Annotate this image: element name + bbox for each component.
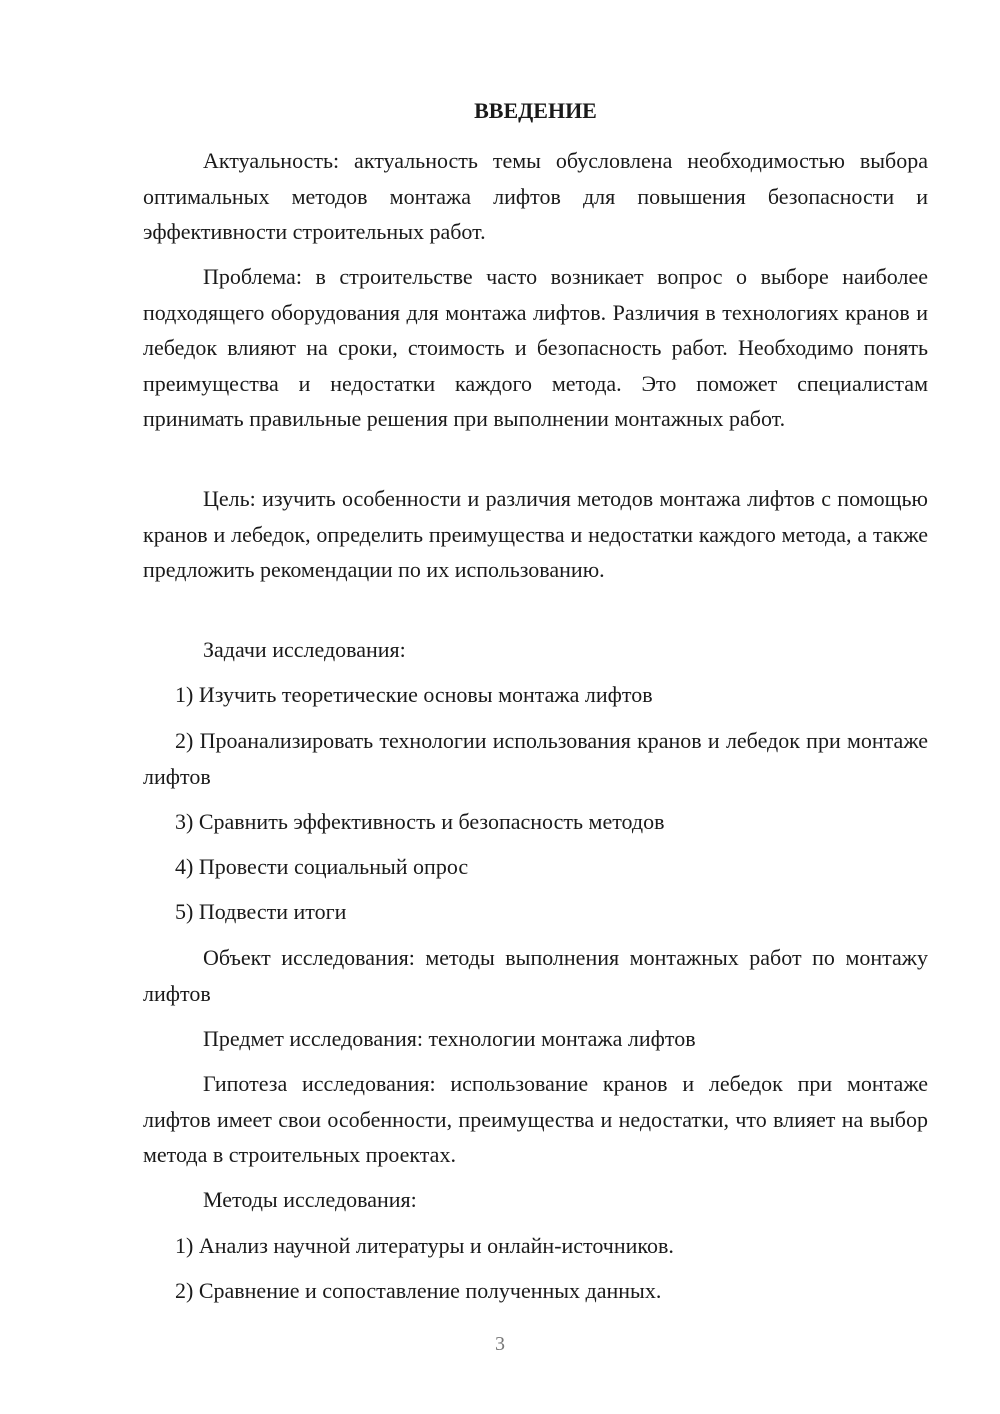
- document-page: [143, 0, 928, 1414]
- object-paragraph: Объект исследования: методы выполнения монтажных работ по монтажу лифтов: [143, 945, 928, 1006]
- task-item-1: 1) Изучить теоретические основы монтажа лифтов: [175, 682, 653, 707]
- method-item-1: 1) Анализ научной литературы и онлайн-источников.: [175, 1233, 674, 1258]
- page-number: 3: [495, 1333, 505, 1355]
- method-item-2: 2) Сравнение и сопоставление полученных данных.: [175, 1278, 662, 1303]
- task-item-4: 4) Провести социальный опрос: [175, 854, 469, 879]
- goal-paragraph: Цель: изучить особенности и различия методов монтажа лифтов с помощью кранов и лебедок, определить преимущества и недостатки каждого метода, а также предложить рекомендации по их использованию.: [143, 486, 928, 582]
- hypothesis-paragraph: Гипотеза исследования: использование кранов и лебедок при монтаже лифтов имеет свои особенности, преимущества и недостатки, что влияет на выбор метода в строительных проектах.: [143, 1071, 928, 1167]
- tasks-heading: Задачи исследования:: [203, 637, 406, 662]
- task-item-3: 3) Сравнить эффективность и безопасность методов: [175, 809, 665, 834]
- task-item-2: 2) Проанализировать технологии использования кранов и лебедок при монтаже лифтов: [143, 728, 928, 789]
- methods-heading: Методы исследования:: [203, 1187, 417, 1212]
- task-item-5: 5) Подвести итоги: [175, 899, 347, 924]
- problem-paragraph: Проблема: в строительстве часто возникает вопрос о выборе наиболее подходящего оборудования для монтажа лифтов. Различия в технологиях кранов и лебедок влияют на сроки, стоимость и безопасность работ. Необходимо понять преимущества и недостатки каждого метода. Это поможет специалистам принимать правильные решения при выполнении монтажных работ.: [143, 264, 928, 431]
- subject-paragraph: Предмет исследования: технологии монтажа лифтов: [203, 1026, 696, 1051]
- relevance-paragraph: Актуальность: актуальность темы обусловлена необходимостью выбора оптимальных методов монтажа лифтов для повышения безопасности и эффективности строительных работ.: [143, 148, 928, 244]
- section-title: ВВЕДЕНИЕ: [474, 98, 597, 123]
